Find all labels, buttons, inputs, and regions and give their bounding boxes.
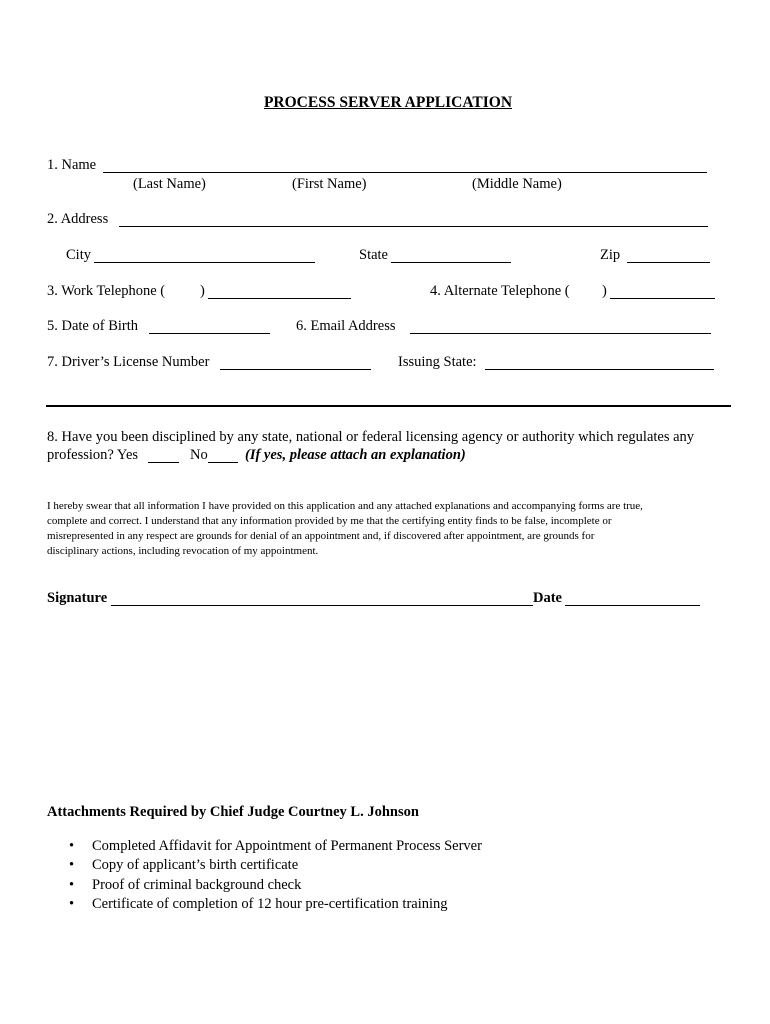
list-item — [66, 895, 482, 914]
address-label: 2. Address — [47, 211, 109, 227]
work-phone-label: 3. Work Telephone ( — [47, 283, 166, 299]
work-phone-field[interactable] — [208, 298, 351, 299]
state-field[interactable] — [391, 262, 511, 263]
list-item — [66, 856, 482, 875]
zip-field[interactable] — [627, 262, 710, 263]
name-field[interactable] — [103, 172, 707, 173]
name-label: 1. Name — [47, 157, 97, 173]
declaration-line-4: disciplinary actions, including revocation of my appointment. — [47, 545, 319, 557]
license-field[interactable] — [220, 369, 371, 370]
attachment-item-birth-certificate: Copy of applicant’s birth certificate — [92, 857, 299, 874]
bullet-icon: • — [69, 857, 75, 874]
question8-yes-field[interactable] — [148, 462, 179, 463]
alt-phone-area-close: ) — [602, 283, 607, 299]
page-title: PROCESS SERVER APPLICATION — [263, 94, 513, 111]
question8-note: (If yes, please attach an explanation) — [245, 447, 466, 463]
alt-phone-label: 4. Alternate Telephone ( — [430, 283, 570, 299]
declaration-line-3: misrepresented in any respect are grounds for denial of an appointment and, if discovered after appointment, are grounds for — [47, 530, 595, 542]
attachments-list — [66, 837, 482, 914]
email-label: 6. Email Address — [296, 318, 396, 334]
bullet-icon: • — [69, 838, 75, 854]
first-name-caption: (First Name) — [292, 176, 367, 192]
list-item — [66, 837, 482, 856]
email-field[interactable] — [410, 333, 711, 334]
date-label: Date — [533, 590, 562, 606]
attachment-item-background-check: Proof of criminal background check — [92, 876, 302, 893]
question8-yes-label: profession? Yes — [47, 447, 139, 463]
work-phone-area-close: ) — [200, 283, 205, 299]
city-field[interactable] — [94, 262, 315, 263]
issuing-state-label: Issuing State: — [398, 354, 477, 370]
bullet-icon: • — [69, 876, 75, 893]
signature-label: Signature — [47, 590, 108, 606]
declaration-line-1: I hereby swear that all information I have provided on this application and any attached explanations and accompanying forms are true, — [47, 500, 643, 512]
issuing-state-field[interactable] — [485, 369, 714, 370]
alt-phone-field[interactable] — [610, 298, 715, 299]
attachment-item-training: Certificate of completion of 12 hour pre-certification training — [92, 895, 448, 912]
city-label: City — [66, 247, 91, 263]
section-divider — [46, 405, 731, 407]
signature-field[interactable] — [111, 605, 533, 606]
dob-label: 5. Date of Birth — [47, 318, 139, 334]
attachments-heading: Attachments Required by Chief Judge Courtney L. Johnson — [47, 804, 419, 820]
declaration-line-2: complete and correct. I understand that any information provided by me that the certifying entity finds to be false, incomplete or — [47, 515, 612, 527]
license-label: 7. Driver’s License Number — [47, 354, 210, 370]
question8-no-field[interactable] — [208, 462, 238, 463]
zip-label: Zip — [600, 247, 621, 263]
state-label: State — [359, 247, 388, 263]
last-name-caption: (Last Name) — [133, 176, 206, 192]
dob-field[interactable] — [149, 333, 270, 334]
date-field[interactable] — [565, 605, 700, 606]
middle-name-caption: (Middle Name) — [472, 176, 562, 192]
attachment-item-affidavit: Completed Affidavit for Appointment of Permanent Process Server — [92, 838, 482, 854]
question8-line1: 8. Have you been disciplined by any state, national or federal licensing agency or authority which regulates any — [47, 429, 695, 445]
bullet-icon: • — [69, 895, 75, 912]
question8-no-label: No — [190, 447, 208, 463]
address-field[interactable] — [119, 226, 708, 227]
list-item — [66, 876, 482, 895]
